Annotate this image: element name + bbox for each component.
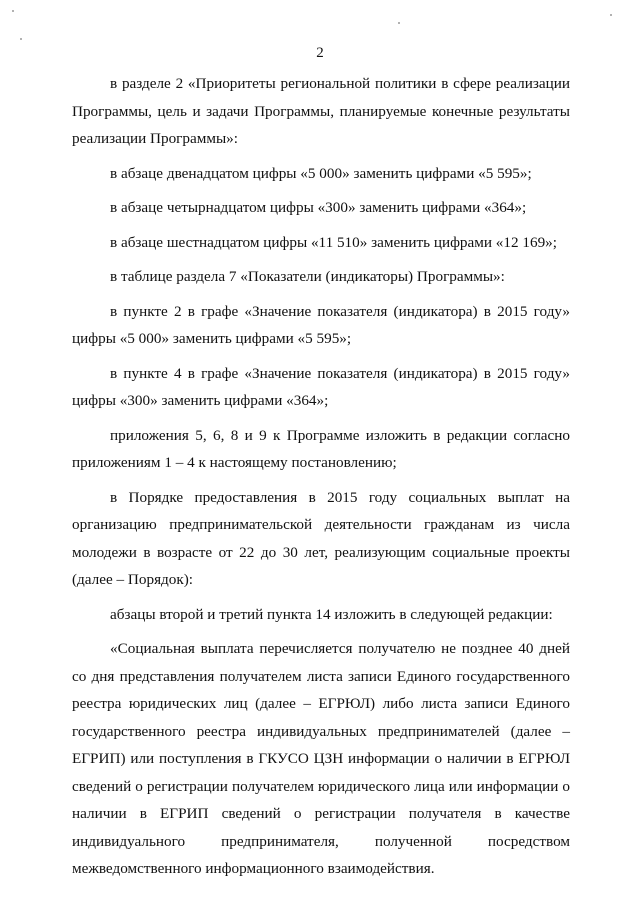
paragraph: в пункте 2 в графе «Значение показателя (индикатора) в 2015 году» цифры «5 000» заменить цифрами «5 595»; xyxy=(72,302,570,347)
paragraph: в таблице раздела 7 «Показатели (индикаторы) Программы»: xyxy=(110,268,505,285)
paragraph: абзацы второй и третий пункта 14 изложить в следующей редакции: xyxy=(110,605,553,623)
page-number: 2 xyxy=(316,45,324,61)
paragraph: в абзаце двенадцатом цифры «5 000» заменить цифрами «5 595»; xyxy=(110,164,532,182)
scan-speck xyxy=(398,22,400,24)
scan-speck xyxy=(20,38,22,40)
paragraph: «Социальная выплата перечисляется получателю не позднее 40 дней со дня представления получателем листа записи Единого государственного реестра юридических лиц (далее – ЕГРЮЛ) либо листа записи Единого государственного реестра индивидуальных предпринимателей (далее – ЕГРИП) или поступления в ГКУСО ЦЗН информации о наличии в ЕГРЮЛ сведений о регистрации получателем юридического лица или информации о наличии в ЕГРИП сведений о регистрации получателя в качестве индивидуального предпринимателя, полученной посредством межведомственного информационного взаимодействия. xyxy=(72,640,570,877)
scan-speck xyxy=(12,10,14,12)
paragraph: в абзаце шестнадцатом цифры «11 510» заменить цифрами «12 169»; xyxy=(110,233,557,251)
paragraph: в Порядке предоставления в 2015 году социальных выплат на организацию предпринимательской деятельности гражданам из числа молодежи в возрасте от 22 до 30 лет, реализующим социальные проекты (далее – Порядок): xyxy=(72,488,570,588)
scan-speck xyxy=(610,14,612,16)
paragraph: приложения 5, 6, 8 и 9 к Программе изложить в редакции согласно приложениям 1 – 4 к настоящему постановлению; xyxy=(72,426,570,471)
paragraph: в разделе 2 «Приоритеты региональной политики в сфере реализации Программы, цель и задачи Программы, планируемые конечные результаты реализации Программы»: xyxy=(72,75,570,147)
document-body xyxy=(72,70,570,883)
paragraph: в пункте 4 в графе «Значение показателя (индикатора) в 2015 году» цифры «300» заменить цифрами «364»; xyxy=(72,364,570,409)
paragraph: в абзаце четырнадцатом цифры «300» заменить цифрами «364»; xyxy=(110,199,527,216)
